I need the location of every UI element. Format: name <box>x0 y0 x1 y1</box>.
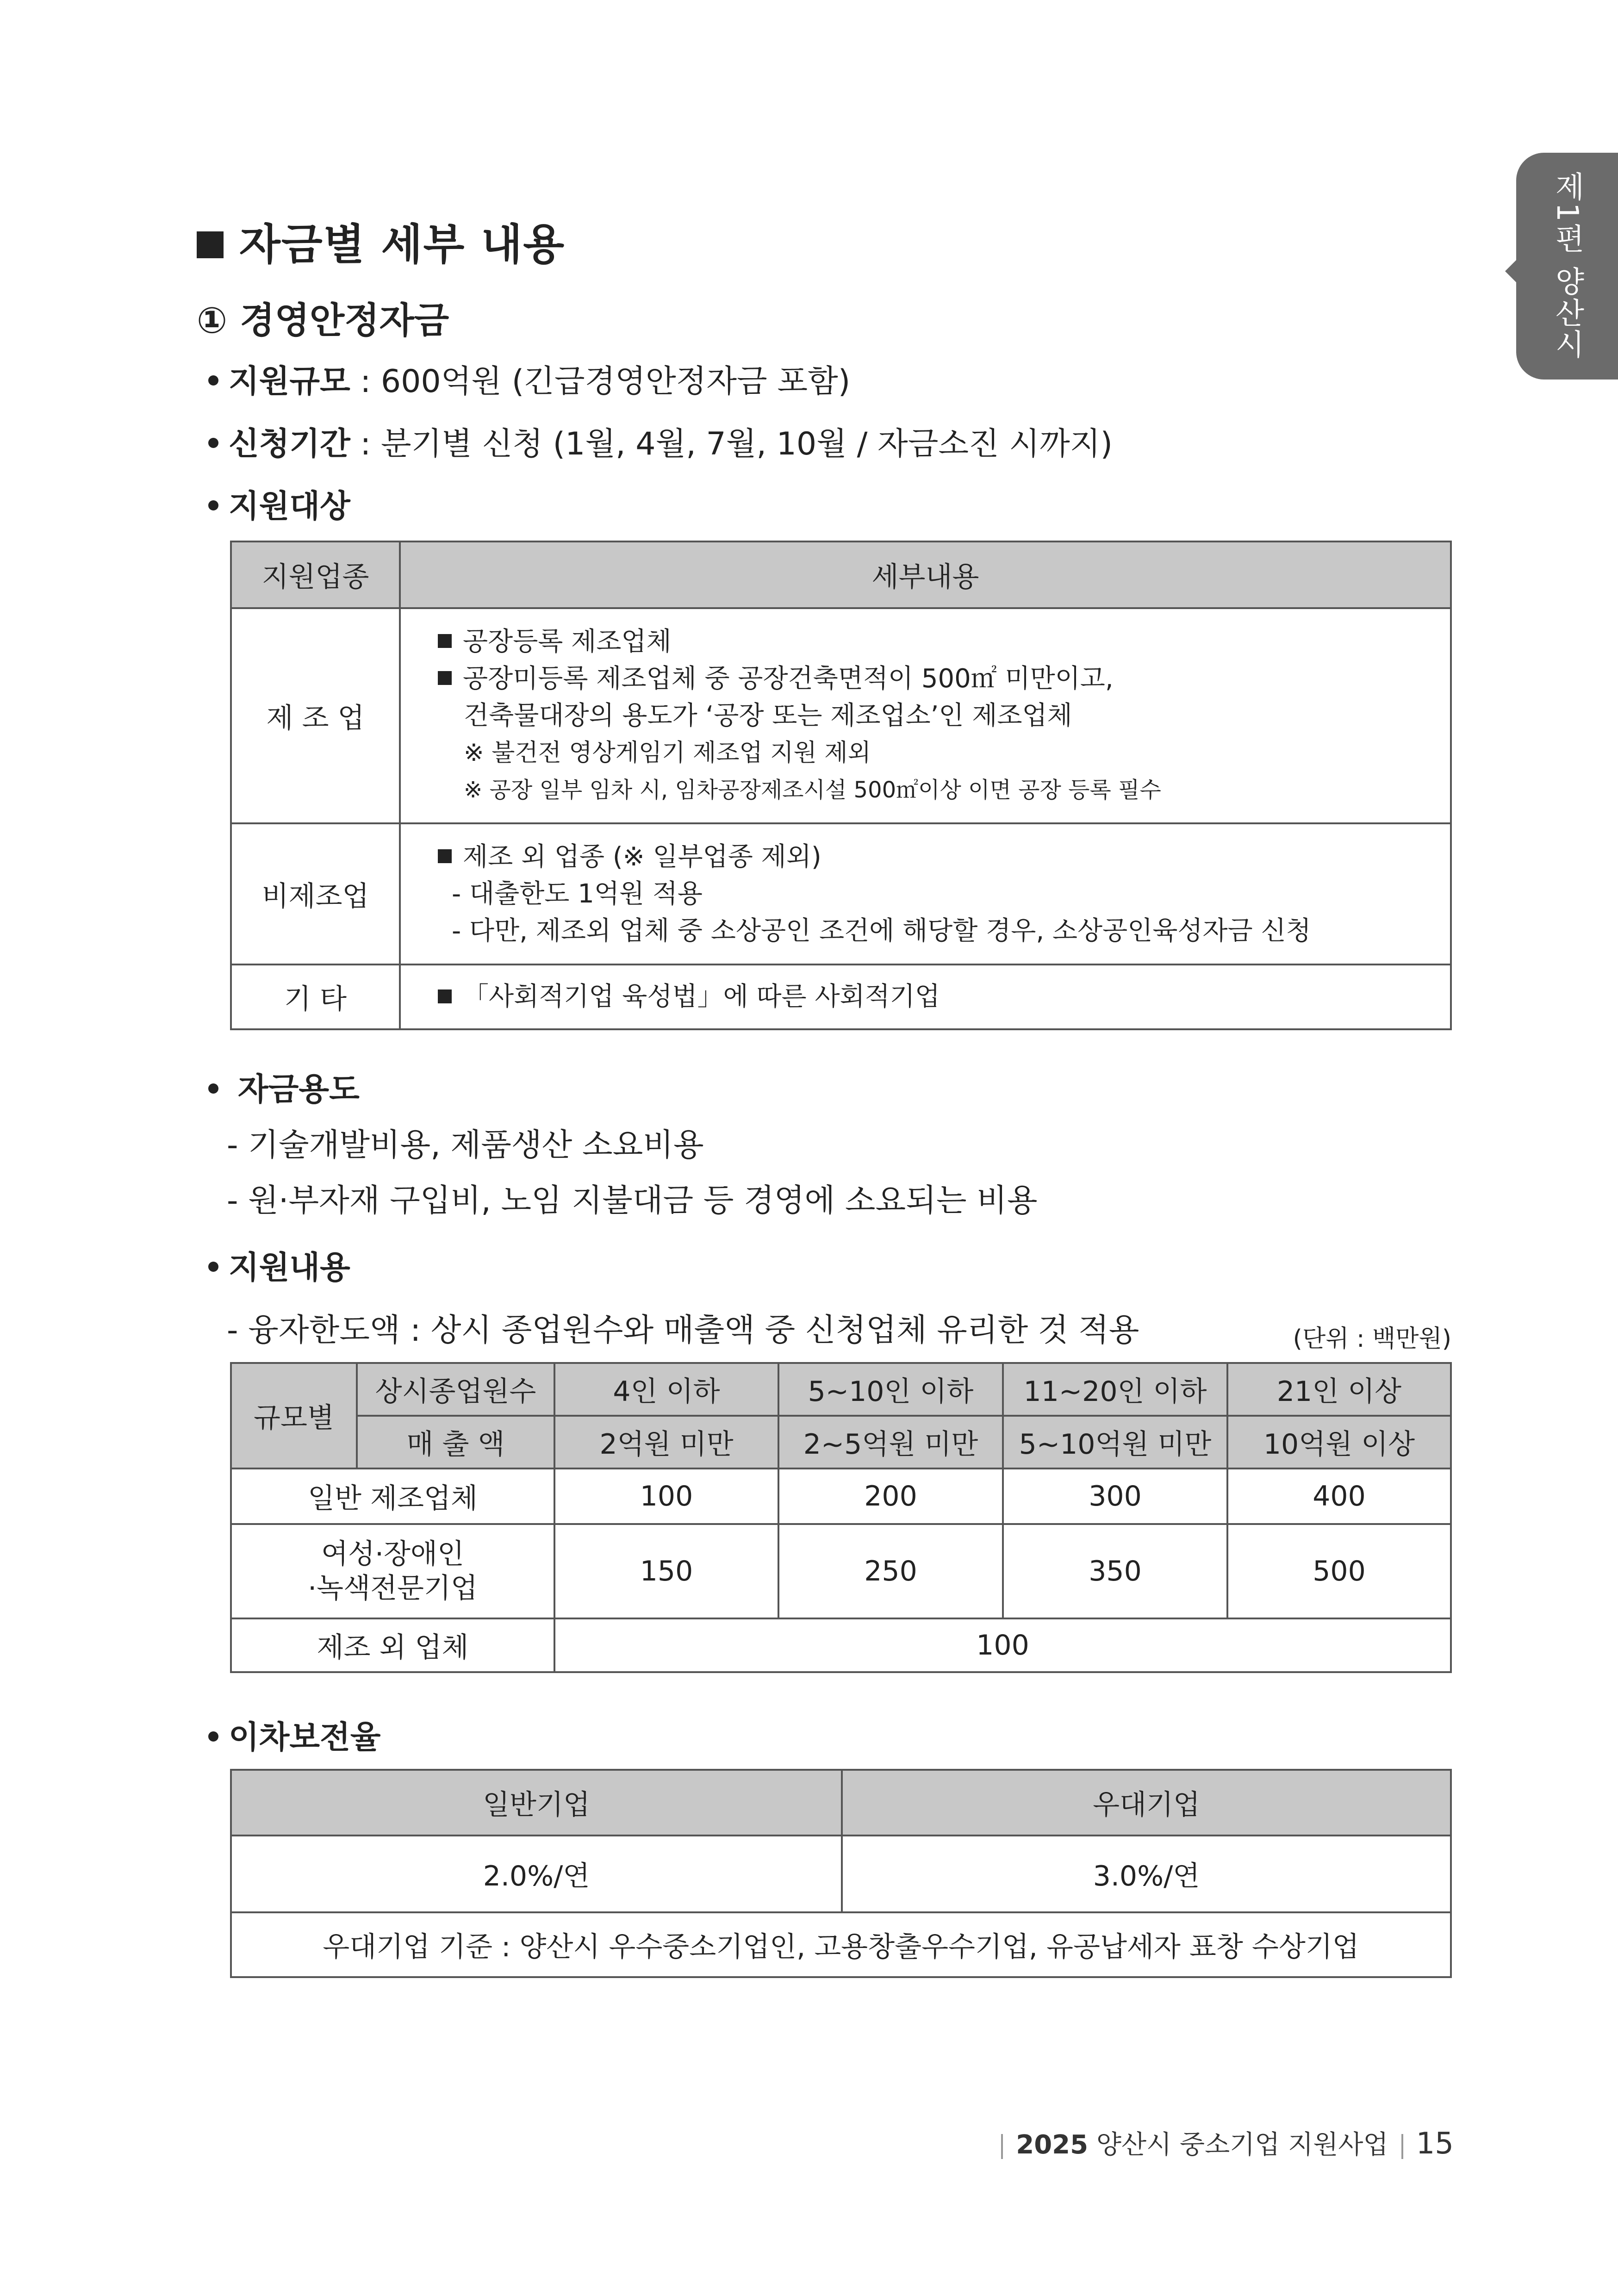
unit-note: (단위 : 백만원) <box>1293 1325 1451 1353</box>
divider <box>1001 2134 1003 2159</box>
row-label: 제조 외 업체 <box>231 1618 554 1672</box>
table-header: 일반기업 <box>231 1770 842 1836</box>
table-row: 여성·장애인 ·녹색전문기업 150 250 350 500 <box>231 1524 1451 1618</box>
table-header: 우대기업 <box>842 1770 1451 1836</box>
band-header: 5~10인 이하 <box>778 1363 1003 1416</box>
detail-cell: 제조 외 업종 (※ 일부업종 제외) - 대출한도 1억원 적용 - 다만, 제조외 업체 중 소상공인 조건에 해당할 경우, 소상공인육성자금 신청 <box>400 823 1451 964</box>
table-row: 일반 제조업체 100 200 300 400 <box>231 1468 1451 1524</box>
application-period: 신청기간 : 분기별 신청 (1월, 4월, 7월, 10월 / 자금소진 시까지) <box>208 419 1113 464</box>
chapter-tab-notch <box>1505 259 1517 283</box>
square-bullet-icon <box>438 989 452 1003</box>
band-header: 4인 이하 <box>554 1363 778 1416</box>
employees-header: 상시종업원수 <box>357 1363 554 1416</box>
section-title: 자금별 세부 내용 <box>197 211 565 272</box>
square-bullet-icon <box>438 671 452 685</box>
detail-cell: 공장등록 제조업체 공장미등록 제조업체 중 공장건축면적이 500㎡ 미만이고, 건축물대장의 용도가 ‘공장 또는 제조업소’인 제조업체 ※ 불건전 영상게임기 제조업 지원 제외 ※ 공장 일부 임차 시, 임차공장제조시설 500㎡이상 이면 공장 등록 필수 <box>400 608 1451 823</box>
category-cell: 제 조 업 <box>231 608 400 823</box>
category-cell: 비제조업 <box>231 823 400 964</box>
target-heading: 지원대상 <box>208 481 350 526</box>
bullet-icon <box>208 1731 218 1742</box>
page-number: 15 <box>1416 2127 1454 2161</box>
support-scale: 지원규모 : 600억원 (긴급경영안정자금 포함) <box>208 356 850 401</box>
square-bullet-icon <box>197 231 224 258</box>
square-bullet-icon <box>438 634 452 648</box>
band-header: 5~10억원 미만 <box>1003 1416 1227 1468</box>
table-row: 2.0%/연 3.0%/연 <box>231 1836 1451 1912</box>
table-row <box>231 1416 1451 1468</box>
table-header: 지원업종 <box>231 541 400 608</box>
bullet-icon <box>208 1083 218 1094</box>
preferred-criteria-note: 우대기업 기준 : 양산시 우수중소기업인, 고용창출우수기업, 유공납세자 표창 수상기업 <box>231 1912 1451 1977</box>
band-header: 11~20인 이하 <box>1003 1363 1227 1416</box>
support-content-heading: 지원내용 <box>208 1243 350 1288</box>
divider <box>1401 2134 1403 2159</box>
bullet-icon <box>208 375 218 386</box>
row-label: 여성·장애인 ·녹색전문기업 <box>231 1524 554 1618</box>
table-header: 세부내용 <box>400 541 1451 608</box>
table-row <box>231 823 1451 964</box>
page-footer: 2025 양산시 중소기업 지원사업 15 <box>988 2124 1454 2161</box>
detail-cell: 「사회적기업 육성법」에 따른 사회적기업 <box>400 964 1451 1029</box>
sales-header: 매 출 액 <box>357 1416 554 1468</box>
chapter-tab-label: 제1편 양산시 <box>1550 171 1584 361</box>
fund-use-heading: 자금용도 <box>208 1064 360 1109</box>
interest-support-heading: 이차보전율 <box>208 1712 380 1757</box>
band-header: 2~5억원 미만 <box>778 1416 1003 1468</box>
fund-use-item: - 원·부자재 구입비, 노임 지불대금 등 경영에 소요되는 비용 <box>227 1182 1038 1219</box>
table-row <box>231 1770 1451 1836</box>
loan-limit-table <box>230 1362 1452 1673</box>
band-header: 2억원 미만 <box>554 1416 778 1468</box>
table-row: 제조 외 업체 100 <box>231 1618 1451 1672</box>
target-table <box>230 541 1452 1030</box>
table-row <box>231 1363 1451 1416</box>
row-label: 일반 제조업체 <box>231 1468 554 1524</box>
bullet-icon <box>208 438 218 448</box>
scale-header: 규모별 <box>231 1363 357 1468</box>
category-cell: 기 타 <box>231 964 400 1029</box>
loan-limit-text: - 융자한도액 : 상시 종업원수와 매출액 중 신청업체 유리한 것 적용 <box>227 1312 1139 1349</box>
table-row <box>231 1912 1451 1977</box>
fund-use-item: - 기술개발비용, 제품생산 소요비용 <box>227 1127 704 1164</box>
band-header: 10억원 이상 <box>1227 1416 1451 1468</box>
square-bullet-icon <box>438 849 452 863</box>
band-header: 21인 이상 <box>1227 1363 1451 1416</box>
subsection-title: ① 경영안정자금 <box>197 300 449 342</box>
interest-support-table <box>230 1769 1452 1978</box>
bullet-icon <box>208 1262 218 1272</box>
table-row <box>231 964 1451 1029</box>
bullet-icon <box>208 500 218 510</box>
table-row <box>231 608 1451 823</box>
